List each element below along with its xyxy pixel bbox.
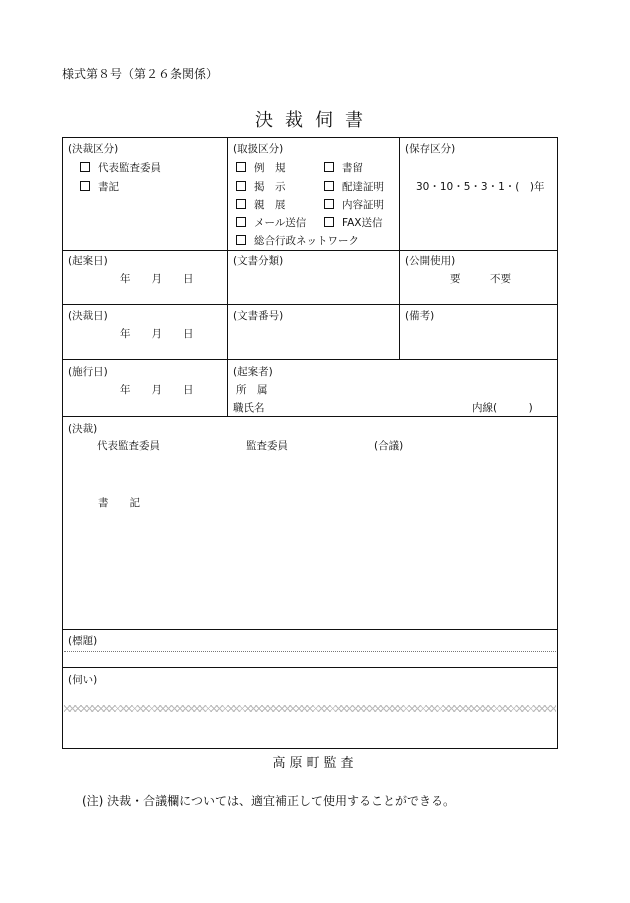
document-number-label: (文書番号) — [233, 310, 284, 322]
document-classification-label: (文書分類) — [233, 255, 284, 267]
checkbox-icon — [324, 181, 334, 191]
checkbox-icon — [324, 217, 334, 227]
checkbox-naiyo[interactable]: 内容証明 — [324, 197, 384, 212]
approval-chief-auditor: 代表監査委員 — [97, 440, 160, 452]
checkbox-lgwan[interactable]: 総合行政ネットワーク — [236, 233, 359, 248]
checkbox-icon — [80, 181, 90, 191]
checkbox-icon — [236, 235, 246, 245]
title-writing-line — [64, 651, 556, 652]
checkbox-kakitome[interactable]: 書留 — [324, 160, 363, 175]
approval-secretary: 書 記 — [98, 497, 140, 509]
row-divider — [62, 667, 558, 668]
checkbox-fax[interactable]: FAX送信 — [324, 215, 382, 230]
row-divider — [62, 250, 558, 251]
approval-label: (決裁) — [68, 423, 98, 435]
inquiry-label: (伺い) — [68, 674, 98, 686]
checkbox-reiki[interactable]: 例 規 — [236, 160, 286, 175]
checkbox-daihyo[interactable]: 代表監査委員 — [80, 160, 161, 175]
form-number-label: 様式第８号（第２６条関係） — [62, 67, 219, 81]
public-use-label: (公開使用) — [405, 255, 456, 267]
public-use-no[interactable]: 不要 — [490, 273, 511, 285]
decision-date-field[interactable]: 年 月 日 — [120, 328, 194, 340]
public-use-yes[interactable]: 要 — [450, 273, 461, 285]
drafter-department: 所 属 — [236, 384, 268, 396]
row-divider — [62, 304, 558, 305]
inquiry-writing-line — [64, 705, 556, 712]
checkbox-icon — [236, 199, 246, 209]
checkbox-icon — [236, 162, 246, 172]
checkbox-shinten[interactable]: 親 展 — [236, 197, 286, 212]
column-divider — [399, 137, 400, 359]
approval-consultation: (合議) — [374, 440, 404, 452]
checkbox-icon — [324, 199, 334, 209]
drafter-name: 職氏名 — [233, 402, 265, 414]
approval-auditor: 監査委員 — [246, 440, 288, 452]
decision-date-label: (決裁日) — [68, 310, 108, 322]
checkbox-shoki[interactable]: 書記 — [80, 179, 119, 194]
checkbox-icon — [324, 162, 334, 172]
retention-years[interactable]: 30・10・5・3・1・( )年 — [416, 181, 545, 193]
handling-category-label: (取扱区分) — [233, 143, 284, 155]
decision-category-label: (決裁区分) — [68, 143, 119, 155]
checkbox-haitatsu[interactable]: 配達証明 — [324, 179, 384, 194]
drafter-label: (起案者) — [233, 366, 273, 378]
checkbox-icon — [236, 181, 246, 191]
checkbox-keiji[interactable]: 掲 示 — [236, 179, 286, 194]
drafter-extension: 内線( ) — [472, 402, 533, 414]
remarks-label: (備考) — [405, 310, 435, 322]
row-divider — [62, 629, 558, 630]
checkbox-icon — [80, 162, 90, 172]
retention-category-label: (保存区分) — [405, 143, 456, 155]
draft-date-label: (起案日) — [68, 255, 108, 267]
draft-date-field[interactable]: 年 月 日 — [120, 273, 194, 285]
footnote: (注) 決裁・合議欄については、適宜補正して使用することができる。 — [82, 794, 455, 808]
checkbox-icon — [236, 217, 246, 227]
enforcement-date-field[interactable]: 年 月 日 — [120, 384, 194, 396]
enforcement-date-label: (施行日) — [68, 366, 108, 378]
subject-label: (標題) — [68, 635, 98, 647]
issuing-organization: 高原町監査 — [272, 756, 358, 771]
column-divider — [227, 137, 228, 416]
document-title: 決裁伺書 — [255, 110, 375, 131]
row-divider — [62, 359, 558, 360]
row-divider — [62, 416, 558, 417]
checkbox-mail[interactable]: メール送信 — [236, 215, 306, 230]
